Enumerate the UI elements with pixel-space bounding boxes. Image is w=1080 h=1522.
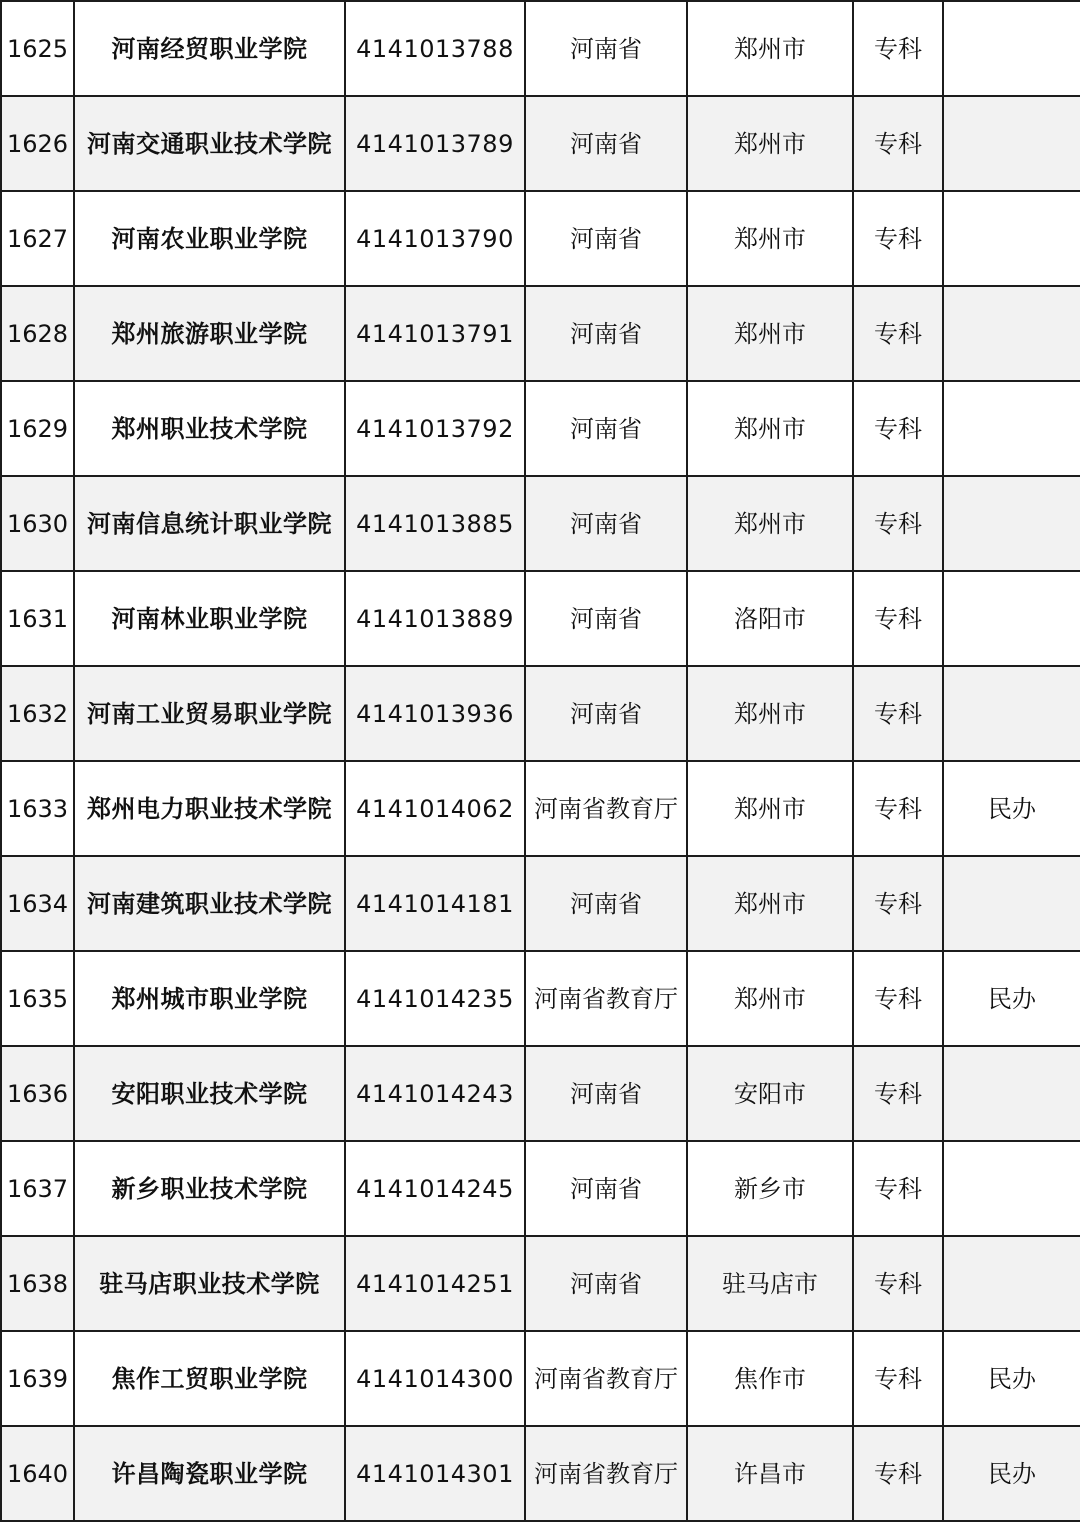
table-row	[1, 191, 1080, 286]
table-row	[1, 951, 1080, 1046]
city-cell: 郑州市	[687, 96, 853, 191]
row-number-cell: 1639	[1, 1331, 74, 1426]
table-row	[1, 96, 1080, 191]
school-name-cell: 河南工业贸易职业学院	[74, 666, 345, 761]
note-cell	[943, 856, 1080, 951]
authority-cell: 河南省	[525, 476, 687, 571]
school-name-cell: 驻马店职业技术学院	[74, 1236, 345, 1331]
city-cell: 许昌市	[687, 1426, 853, 1521]
table-row	[1, 1, 1080, 96]
level-cell: 专科	[853, 951, 943, 1046]
row-number-cell: 1638	[1, 1236, 74, 1331]
row-number-cell: 1630	[1, 476, 74, 571]
table-row	[1, 286, 1080, 381]
authority-cell: 河南省	[525, 191, 687, 286]
note-cell	[943, 1236, 1080, 1331]
row-number-cell: 1640	[1, 1426, 74, 1521]
note-cell	[943, 476, 1080, 571]
row-number-cell: 1636	[1, 1046, 74, 1141]
authority-cell: 河南省	[525, 1, 687, 96]
note-cell	[943, 286, 1080, 381]
school-code-cell: 4141014062	[345, 761, 525, 856]
table-row	[1, 381, 1080, 476]
level-cell: 专科	[853, 666, 943, 761]
row-number-cell: 1626	[1, 96, 74, 191]
school-code-cell: 4141014300	[345, 1331, 525, 1426]
level-cell: 专科	[853, 1, 943, 96]
city-cell: 新乡市	[687, 1141, 853, 1236]
city-cell: 郑州市	[687, 951, 853, 1046]
note-cell: 民办	[943, 1426, 1080, 1521]
note-cell	[943, 96, 1080, 191]
row-number-cell: 1629	[1, 381, 74, 476]
authority-cell: 河南省	[525, 286, 687, 381]
school-code-cell: 4141014245	[345, 1141, 525, 1236]
city-cell: 郑州市	[687, 856, 853, 951]
authority-cell: 河南省	[525, 666, 687, 761]
school-code-cell: 4141014235	[345, 951, 525, 1046]
row-number-cell: 1631	[1, 571, 74, 666]
school-name-cell: 郑州城市职业学院	[74, 951, 345, 1046]
table-row	[1, 1426, 1080, 1521]
table-body	[1, 1, 1080, 1521]
city-cell: 郑州市	[687, 666, 853, 761]
note-cell	[943, 1141, 1080, 1236]
table-row	[1, 571, 1080, 666]
school-code-cell: 4141013936	[345, 666, 525, 761]
authority-cell: 河南省	[525, 571, 687, 666]
note-cell	[943, 1046, 1080, 1141]
authority-cell: 河南省教育厅	[525, 951, 687, 1046]
authority-cell: 河南省	[525, 96, 687, 191]
school-name-cell: 许昌陶瓷职业学院	[74, 1426, 345, 1521]
school-code-cell: 4141013788	[345, 1, 525, 96]
table-row	[1, 761, 1080, 856]
school-code-cell: 4141013885	[345, 476, 525, 571]
school-code-cell: 4141013789	[345, 96, 525, 191]
note-cell	[943, 381, 1080, 476]
school-code-cell: 4141014251	[345, 1236, 525, 1331]
row-number-cell: 1633	[1, 761, 74, 856]
table-row	[1, 1236, 1080, 1331]
table-row	[1, 1141, 1080, 1236]
authority-cell: 河南省教育厅	[525, 1426, 687, 1521]
note-cell: 民办	[943, 761, 1080, 856]
note-cell	[943, 571, 1080, 666]
row-number-cell: 1628	[1, 286, 74, 381]
table-row	[1, 856, 1080, 951]
level-cell: 专科	[853, 1236, 943, 1331]
row-number-cell: 1637	[1, 1141, 74, 1236]
city-cell: 郑州市	[687, 1, 853, 96]
city-cell: 安阳市	[687, 1046, 853, 1141]
city-cell: 洛阳市	[687, 571, 853, 666]
school-name-cell: 郑州电力职业技术学院	[74, 761, 345, 856]
authority-cell: 河南省	[525, 1236, 687, 1331]
level-cell: 专科	[853, 1426, 943, 1521]
authority-cell: 河南省	[525, 1046, 687, 1141]
note-cell: 民办	[943, 951, 1080, 1046]
authority-cell: 河南省教育厅	[525, 761, 687, 856]
row-number-cell: 1632	[1, 666, 74, 761]
table-row	[1, 476, 1080, 571]
city-cell: 驻马店市	[687, 1236, 853, 1331]
table-row	[1, 1046, 1080, 1141]
level-cell: 专科	[853, 286, 943, 381]
city-cell: 焦作市	[687, 1331, 853, 1426]
authority-cell: 河南省教育厅	[525, 1331, 687, 1426]
level-cell: 专科	[853, 1141, 943, 1236]
authority-cell: 河南省	[525, 381, 687, 476]
level-cell: 专科	[853, 761, 943, 856]
school-name-cell: 河南林业职业学院	[74, 571, 345, 666]
table-row	[1, 666, 1080, 761]
school-name-cell: 河南建筑职业技术学院	[74, 856, 345, 951]
table-row	[1, 1331, 1080, 1426]
note-cell: 民办	[943, 1331, 1080, 1426]
school-code-cell: 4141013790	[345, 191, 525, 286]
city-cell: 郑州市	[687, 381, 853, 476]
school-code-cell: 4141013791	[345, 286, 525, 381]
level-cell: 专科	[853, 381, 943, 476]
row-number-cell: 1625	[1, 1, 74, 96]
level-cell: 专科	[853, 191, 943, 286]
note-cell	[943, 191, 1080, 286]
level-cell: 专科	[853, 1046, 943, 1141]
school-name-cell: 焦作工贸职业学院	[74, 1331, 345, 1426]
school-name-cell: 安阳职业技术学院	[74, 1046, 345, 1141]
authority-cell: 河南省	[525, 1141, 687, 1236]
city-cell: 郑州市	[687, 286, 853, 381]
city-cell: 郑州市	[687, 191, 853, 286]
school-name-cell: 河南经贸职业学院	[74, 1, 345, 96]
school-code-cell: 4141013792	[345, 381, 525, 476]
school-name-cell: 河南交通职业技术学院	[74, 96, 345, 191]
school-code-cell: 4141014243	[345, 1046, 525, 1141]
level-cell: 专科	[853, 856, 943, 951]
note-cell	[943, 1, 1080, 96]
school-code-cell: 4141014301	[345, 1426, 525, 1521]
school-name-cell: 郑州旅游职业学院	[74, 286, 345, 381]
school-name-cell: 河南信息统计职业学院	[74, 476, 345, 571]
level-cell: 专科	[853, 96, 943, 191]
school-code-cell: 4141013889	[345, 571, 525, 666]
level-cell: 专科	[853, 476, 943, 571]
city-cell: 郑州市	[687, 476, 853, 571]
note-cell	[943, 666, 1080, 761]
row-number-cell: 1635	[1, 951, 74, 1046]
school-code-cell: 4141014181	[345, 856, 525, 951]
city-cell: 郑州市	[687, 761, 853, 856]
authority-cell: 河南省	[525, 856, 687, 951]
row-number-cell: 1634	[1, 856, 74, 951]
level-cell: 专科	[853, 571, 943, 666]
school-name-cell: 郑州职业技术学院	[74, 381, 345, 476]
school-name-cell: 新乡职业技术学院	[74, 1141, 345, 1236]
row-number-cell: 1627	[1, 191, 74, 286]
level-cell: 专科	[853, 1331, 943, 1426]
school-name-cell: 河南农业职业学院	[74, 191, 345, 286]
